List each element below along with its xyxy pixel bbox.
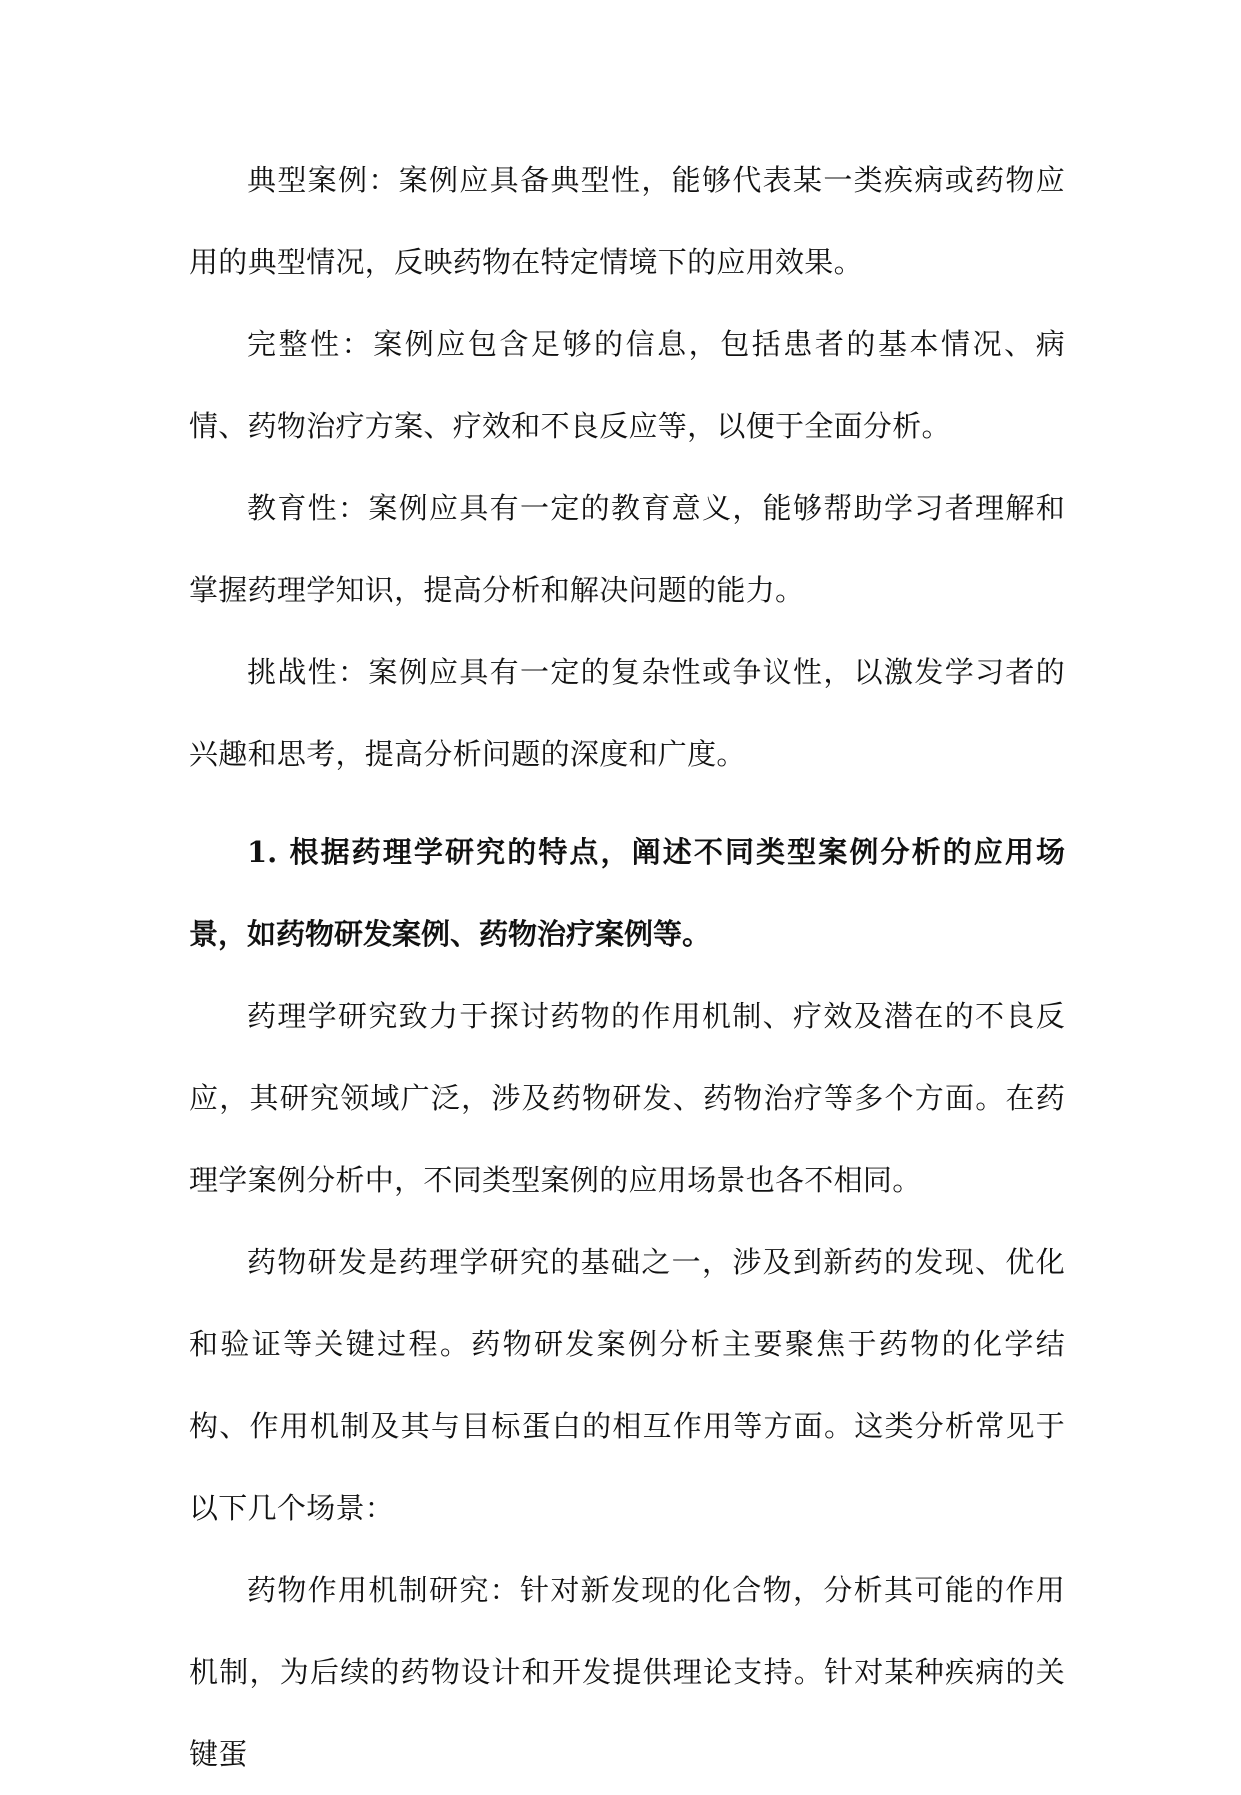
paragraph-mechanism-research: 药物作用机制研究：针对新发现的化合物，分析其可能的作用机制，为后续的药物设计和开发提供理论支持。针对某种疾病的关键蛋 [189,1573,1065,1771]
paragraph-educational: 教育性：案例应具有一定的教育意义，能够帮助学习者理解和掌握药理学知识，提高分析和解决问题的能力。 [189,491,1065,607]
paragraph-completeness: 完整性：案例应包含足够的信息，包括患者的基本情况、病情、药物治疗方案、疗效和不良反应等，以便于全面分析。 [189,327,1065,443]
paragraph-typical-case: 典型案例：案例应具备典型性，能够代表某一类疾病或药物应用的典型情况，反映药物在特定情境下的应用效果。 [189,163,1065,279]
paragraph-drug-development: 药物研发是药理学研究的基础之一，涉及到新药的发现、优化和验证等关键过程。药物研发案例分析主要聚焦于药物的化学结构、作用机制及其与目标蛋白的相互作用等方面。这类分析常见于以下几个场景： [189,1245,1065,1525]
document-body [189,139,1065,1795]
section-heading: 1. 根据药理学研究的特点，阐述不同类型案例分析的应用场景，如药物研发案例、药物治疗案例等。 [189,835,1065,951]
paragraph-research-intro: 药理学研究致力于探讨药物的作用机制、疗效及潜在的不良反应，其研究领域广泛，涉及药物研发、药物治疗等多个方面。在药理学案例分析中，不同类型案例的应用场景也各不相同。 [189,999,1065,1197]
paragraph-challenging: 挑战性：案例应具有一定的复杂性或争议性，以激发学习者的兴趣和思考，提高分析问题的深度和广度。 [189,655,1065,771]
